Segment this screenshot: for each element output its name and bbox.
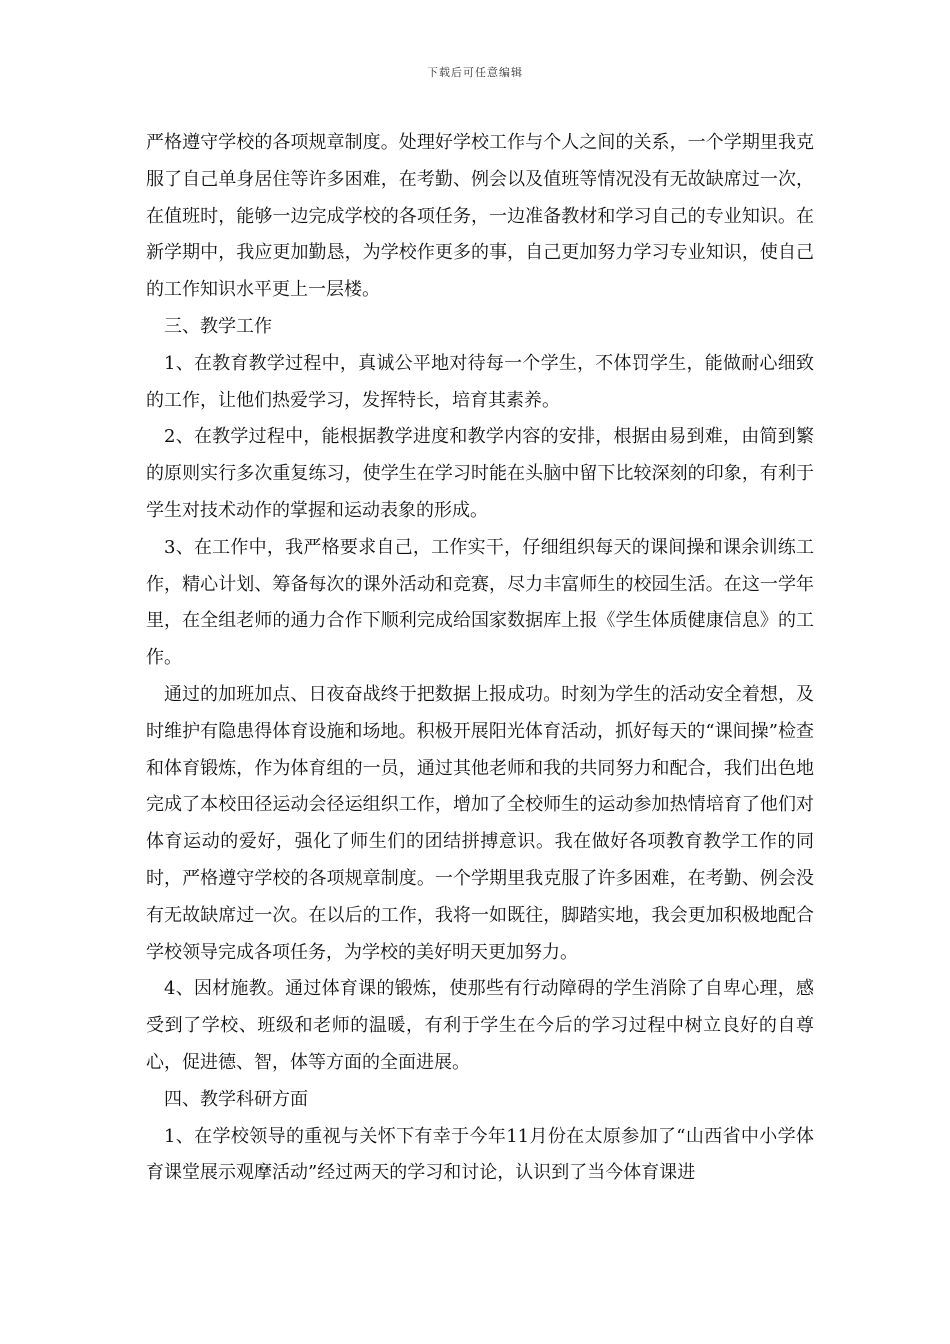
document-body [146, 125, 814, 1192]
paragraph-item-3: 3、在工作中，我严格要求自己，工作实干，仔细组织每天的课间操和课余训练工作，精心计划、筹备每次的课外活动和竞赛，尽力丰富师生的校园生活。在这一学年里，在全组老师的通力合作下顺利完成给国家数据库上报《学生体质健康信息》的工作。 [146, 536, 814, 669]
section-heading-research: 四、教学科研方面 [164, 1088, 308, 1110]
section-heading-teaching-work: 三、教学工作 [164, 315, 272, 337]
paragraph-item-4: 4、因材施教。通过体育课的锻炼，使那些有行动障碍的学生消除了自卑心理，感受到了学校、班级和老师的温暖，有利于学生在今后的学习过程中树立良好的自尊心，促进德、智，体等方面的全面进展。 [146, 978, 814, 1073]
paragraph-research-1: 1、在学校领导的重视与关怀下有幸于今年11月份在太原参加了“山西省中小学体育课堂展示观摩活动”经过两天的学习和讨论，认识到了当今体育课进 [146, 1125, 814, 1184]
paragraph-data-report: 通过的加班加点、日夜奋战终于把数据上报成功。时刻为学生的活动安全着想，及时维护有隐患得体育设施和场地。积极开展阳光体育活动，抓好每天的“课间操”检查和体育锻炼，作为体育组的一员，通过其他老师和我的共同努力和配合，我们出色地完成了本校田径运动会径运组织工作，增加了全校师生的运动参加热情培育了他们对体育运动的爱好，强化了师生们的团结拼搏意识。我在做好各项教育教学工作的同时，严格遵守学校的各项规章制度。一个学期里我克服了许多困难，在考勤、例会没有无故缺席过一次。在以后的工作，我将一如既往，脚踏实地，我会更加积极地配合学校领导完成各项任务，为学校的美好明天更加努力。 [146, 683, 814, 963]
paragraph-continuation: 严格遵守学校的各项规章制度。处理好学校工作与个人之间的关系，一个学期里我克服了自己单身居住等许多困难，在考勤、例会以及值班等情况没有无故缺席过一次，在值班时，能够一边完成学校的各项任务，一边准备教材和学习自己的专业知识。在新学期中，我应更加勤恳，为学校作更多的事，自己更加努力学习专业知识，使自己的工作知识水平更上一层楼。 [146, 132, 814, 301]
paragraph-item-1: 1、在教育教学过程中，真诚公平地对待每一个学生，不体罚学生，能做耐心细致的工作，让他们热爱学习，发挥特长，培育其素养。 [146, 352, 814, 411]
page-header: 下载后可任意编辑 [427, 66, 523, 79]
paragraph-item-2: 2、在教学过程中，能根据教学进度和教学内容的安排，根据由易到难，由简到繁的原则实行多次重复练习，使学生在学习时能在头脑中留下比较深刻的印象，有利于学生对技术动作的掌握和运动表象的形成。 [146, 426, 814, 521]
